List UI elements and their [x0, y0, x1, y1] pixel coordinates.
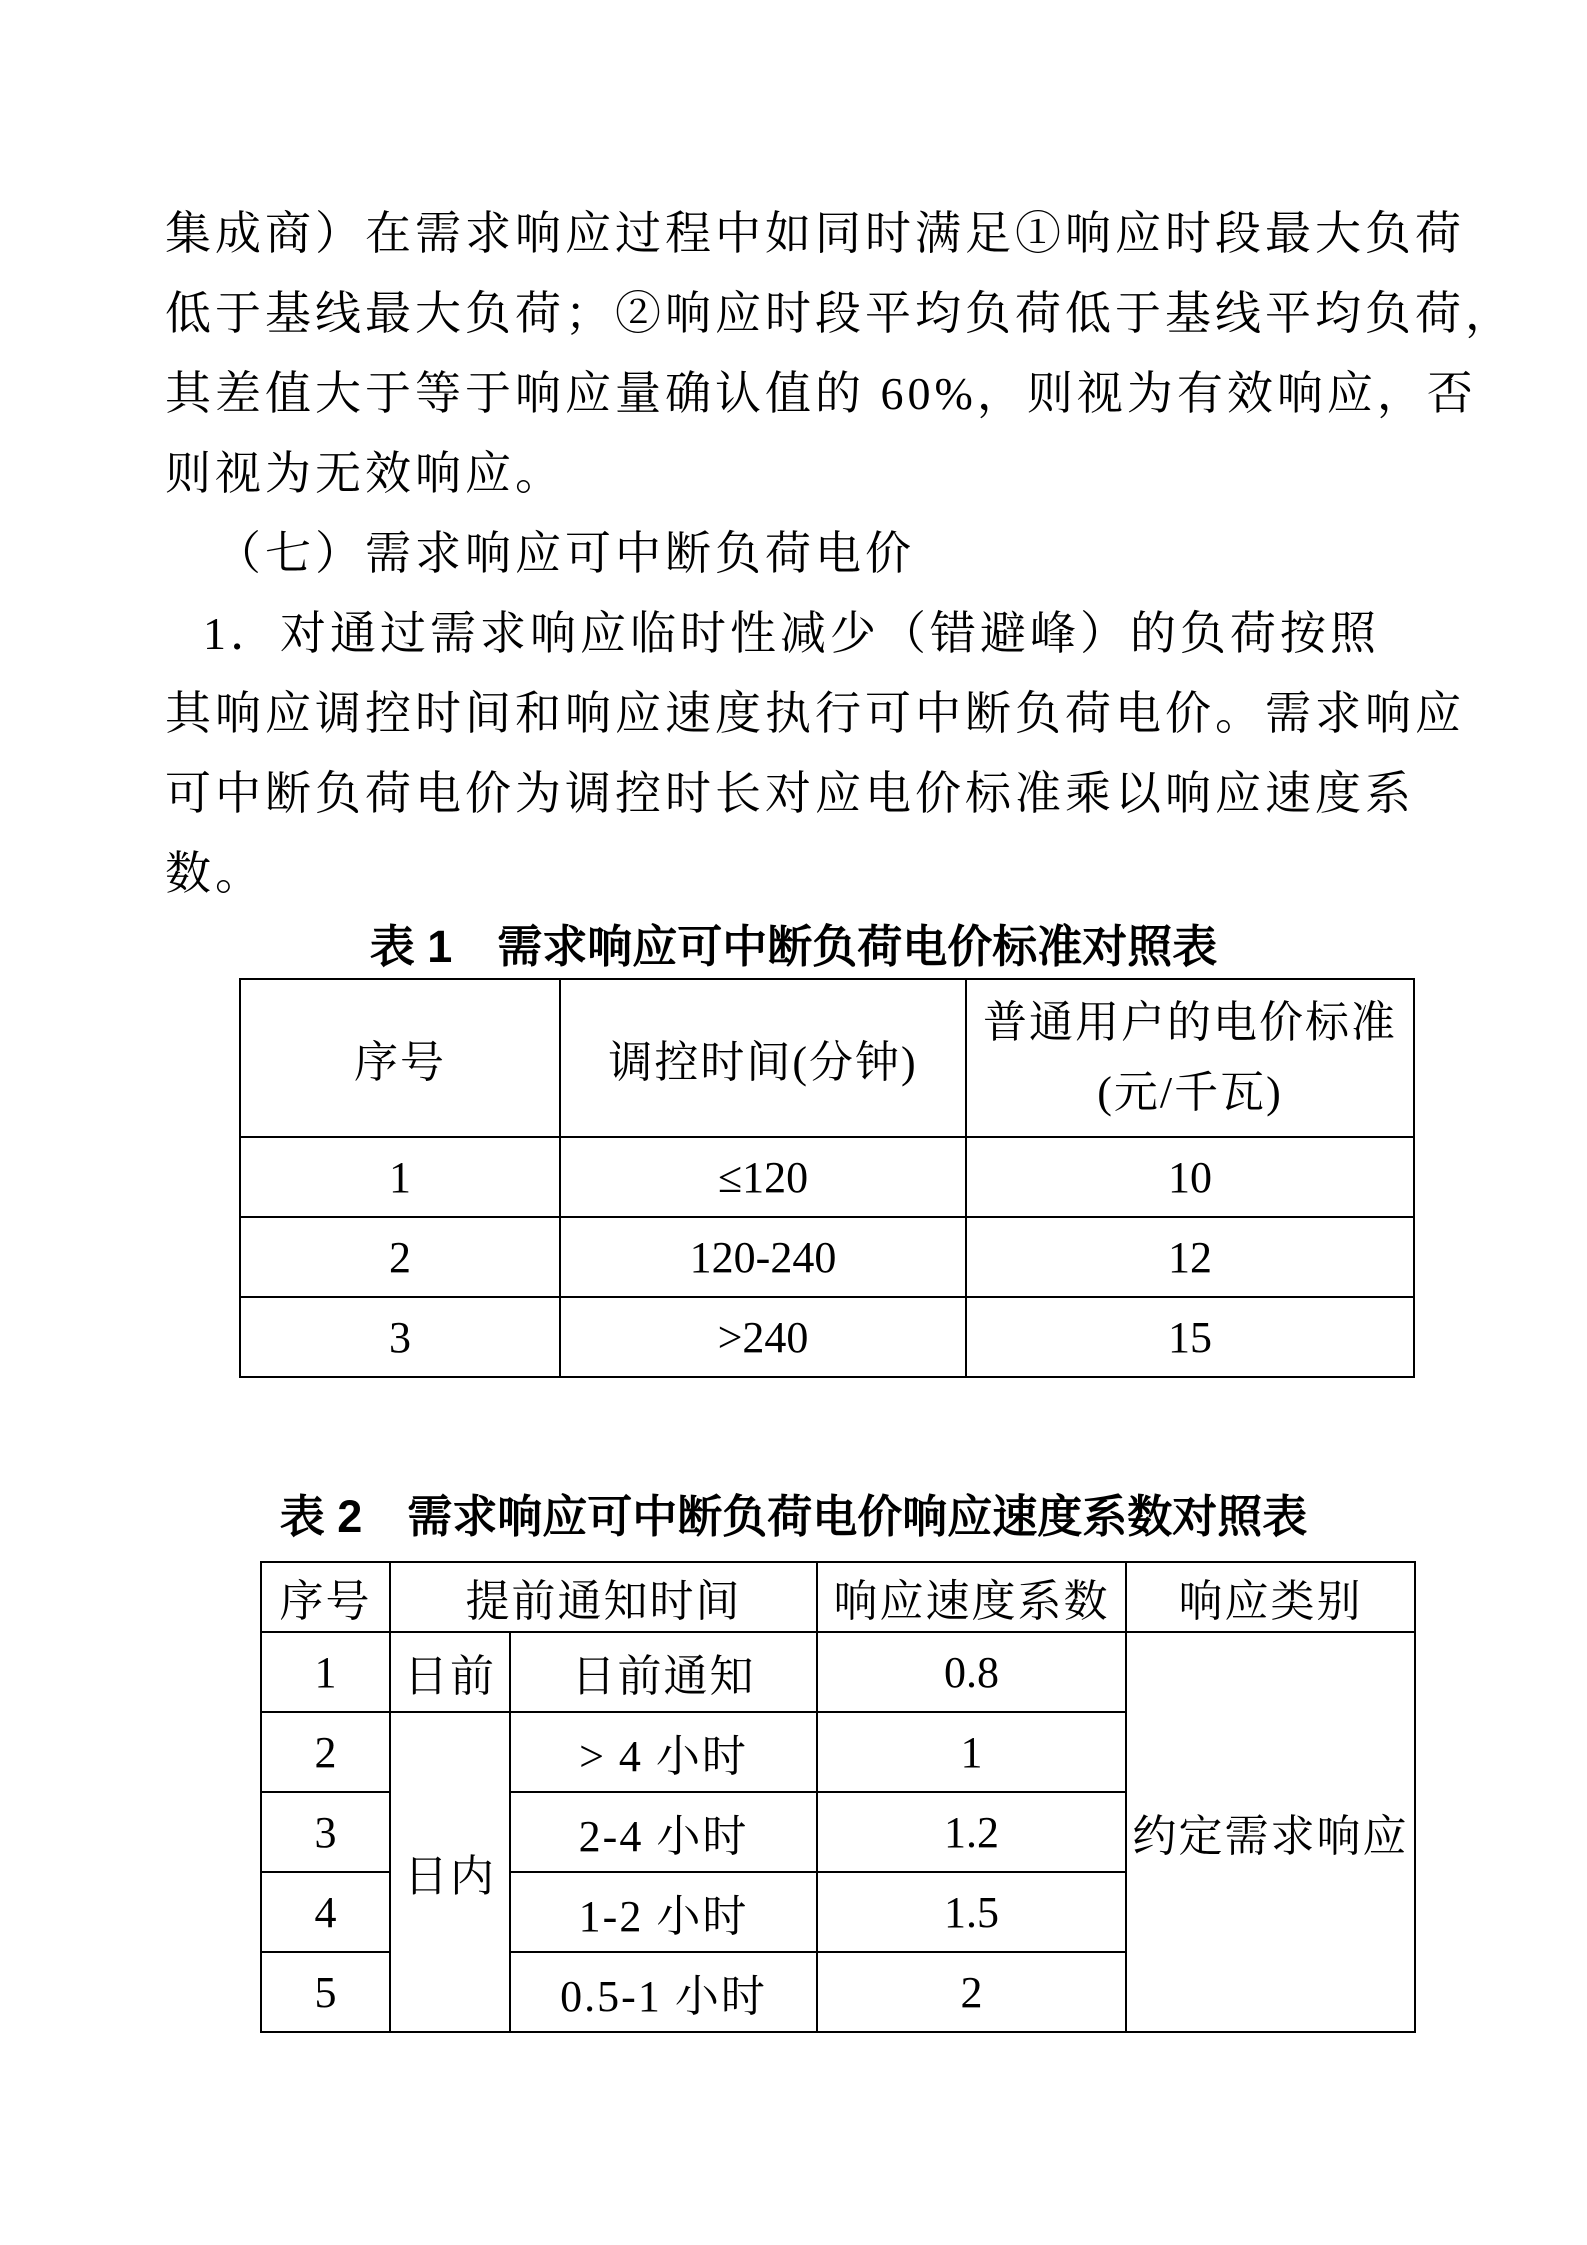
table-cell: 0.5-1 小时 [510, 1952, 817, 2032]
table-cell: 3 [261, 1792, 390, 1872]
table-1-price-standards [239, 978, 1415, 1378]
table-cell: 1.5 [817, 1872, 1126, 1952]
t1-header-time: 调控时间(分钟) [560, 979, 966, 1137]
t1-header-price-line-1: 普通用户的电价标准 [983, 998, 1397, 1047]
t2-header-category: 响应类别 [1126, 1562, 1415, 1632]
t1-header-price-line-2: (元/千瓦) [1097, 1068, 1283, 1117]
paragraph-line: 数。 [165, 848, 265, 899]
table-cell: 3 [240, 1297, 560, 1377]
table-cell: 5 [261, 1952, 390, 2032]
table-cell: 0.8 [817, 1632, 1126, 1712]
paragraph-line: 其响应调控时间和响应速度执行可中断负荷电价。需求响应 [165, 688, 1465, 739]
table-2-caption: 表 2 需求响应可中断负荷电价响应速度系数对照表 [279, 1491, 1308, 1542]
table-cell: 2 [817, 1952, 1126, 2032]
body-text-block [165, 194, 1515, 914]
paragraph-line: 可中断负荷电价为调控时长对应电价标准乘以响应速度系 [165, 768, 1415, 819]
table-cell: 120-240 [560, 1217, 966, 1297]
table-cell: 日前通知 [510, 1632, 817, 1712]
table-cell: > 4 小时 [510, 1712, 817, 1792]
t2-header-coefficient: 响应速度系数 [817, 1562, 1126, 1632]
t2-period-intraday: 日内 [390, 1712, 510, 2032]
paragraph-line: 则视为无效响应。 [165, 448, 565, 499]
paragraph-line: 其差值大于等于响应量确认值的 60%，则视为有效响应，否 [165, 368, 1477, 419]
paragraph-line: 低于基线最大负荷；②响应时段平均负荷低于基线平均负荷， [165, 288, 1515, 339]
table-cell: >240 [560, 1297, 966, 1377]
paragraph-line: 1．对通过需求响应临时性减少（错避峰）的负荷按照 [203, 608, 1380, 659]
table-cell: ≤120 [560, 1137, 966, 1217]
t1-header-price [966, 979, 1414, 1137]
table-cell: 1.2 [817, 1792, 1126, 1872]
t1-header-seq: 序号 [240, 979, 560, 1137]
table-cell: 1 [261, 1632, 390, 1712]
paragraph-line: 集成商）在需求响应过程中如同时满足①响应时段最大负荷 [165, 208, 1465, 259]
table-cell: 12 [966, 1217, 1414, 1297]
t2-header-notice-time: 提前通知时间 [390, 1562, 817, 1632]
table-cell: 2 [240, 1217, 560, 1297]
table-cell: 2 [261, 1712, 390, 1792]
table-1-caption: 表 1 需求响应可中断负荷电价标准对照表 [369, 921, 1218, 972]
t2-category-cell: 约定需求响应 [1126, 1632, 1415, 2032]
section-heading: （七）需求响应可中断负荷电价 [215, 528, 915, 579]
table-cell: 15 [966, 1297, 1414, 1377]
table-cell: 1-2 小时 [510, 1872, 817, 1952]
table-cell: 1 [817, 1712, 1126, 1792]
table-2-speed-coefficients [260, 1561, 1416, 2033]
table-cell: 1 [240, 1137, 560, 1217]
table-cell: 10 [966, 1137, 1414, 1217]
t2-header-seq: 序号 [261, 1562, 390, 1632]
table-cell: 4 [261, 1872, 390, 1952]
table-cell: 2-4 小时 [510, 1792, 817, 1872]
t2-period-day-ahead: 日前 [390, 1632, 510, 1712]
